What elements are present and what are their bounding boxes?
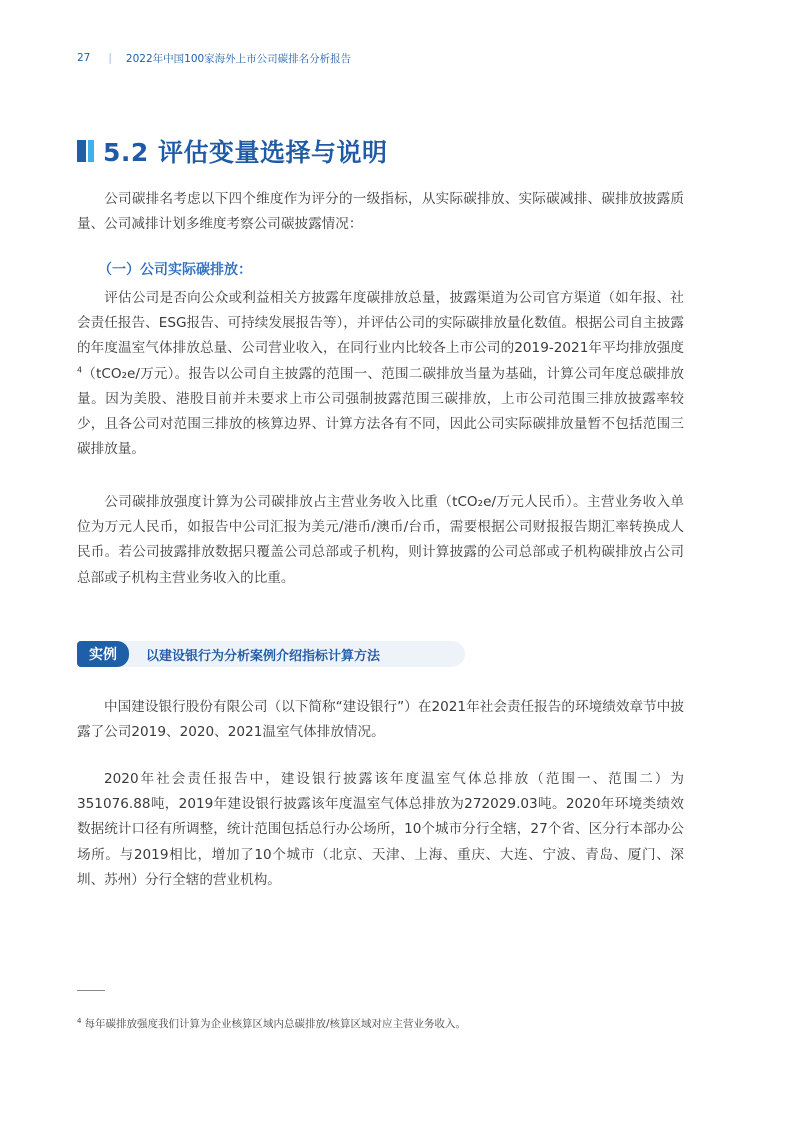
running-header [77, 50, 351, 66]
footnote [77, 1016, 466, 1031]
example-paragraph-1 [77, 695, 684, 745]
section-heading [77, 133, 388, 169]
paragraph-text-cont: （tCO₂e/万元）。报告以公司自主披露的范围一、范围二碳排放当量为基础，计算公司年度总碳排放量。因为美股、港股目前并未要求上市公司强制披露范围三碳排放，上市公司范围三排放披露率较少，且各公司对范围三排放的核算边界、计算方法各有不同，因此公司实际碳排放量暂不包括范围三碳排放量。 [77, 365, 684, 458]
paragraph-text: 评估公司是否向公众或利益相关方披露年度碳排放总量，披露渠道为公司官方渠道（如年报、社会责任报告、ESG报告、可持续发展报告等），并评估公司的实际碳排放量化数值。根据公司自主披露的年度温室气体排放总量、公司营业收入，在同行业内比较各上市公司的2019-2021年平均排放强度 [77, 290, 684, 357]
subsection-heading: （一）公司实际碳排放： [98, 262, 252, 278]
paragraph-text: 中国建设银行股份有限公司（以下简称“建设银行”）在2021年社会责任报告的环境绩效章节中披露了公司2019、2020、2021温室气体排放情况。 [77, 699, 684, 741]
report-title: 2022年中国100家海外上市公司碳排名分析报告 [125, 52, 352, 65]
footnote-divider [77, 990, 105, 991]
section-marker-icon [77, 140, 94, 162]
example-tag: 实例 [77, 641, 129, 667]
paragraph-text: 公司碳排放强度计算为公司碳排放占主营业务收入比重（tCO₂e/万元人民币）。主营业务收入单位为万元人民币，如报告中公司汇报为美元/港币/澳币/台币，需要根据公司财报报告期汇率转换成人民币。若公司披露排放数据只覆盖公司总部或子机构，则计算披露的公司总部或子机构碳排放占公司总部或子机构主营业务收入的比重。 [77, 494, 684, 586]
example-title: 以建设银行为分析案例介绍指标计算方法 [146, 648, 381, 664]
footnote-number: 4 [77, 1016, 82, 1025]
intro-paragraph [77, 187, 684, 237]
paragraph-text: 2020年社会责任报告中，建设银行披露该年度温室气体总排放（范围一、范围二）为351076.88吨，2019年建设银行披露该年度温室气体总排放为272029.03吨。2020年环境类绩效数据统计口径有所调整，统计范围包括总行办公场所，10个城市分行全辖，27个省、区分行本部办公场所。与2019相比，增加了10个城市（北京、天津、上海、重庆、大连、宁波、青岛、厦门、深圳、苏州）分行全辖的营业机构。 [77, 771, 684, 888]
page-number: 27 [77, 52, 91, 64]
carbon-emission-paragraph [77, 286, 684, 462]
footnote-text: 每年碳排放强度我们计算为企业核算区域内总碳排放/核算区域对应主营业务收入。 [84, 1018, 467, 1030]
intensity-paragraph [77, 490, 684, 591]
footnote-ref: 4 [77, 365, 83, 375]
intro-text: 公司碳排名考虑以下四个维度作为评分的一级指标，从实际碳排放、实际碳减排、碳排放披露质量、公司减排计划多维度考察公司碳披露情况： [77, 191, 684, 233]
example-banner [77, 641, 465, 667]
example-paragraph-2 [77, 767, 684, 893]
section-title: 5.2 评估变量选择与说明 [103, 138, 388, 167]
header-separator: | [108, 52, 112, 64]
